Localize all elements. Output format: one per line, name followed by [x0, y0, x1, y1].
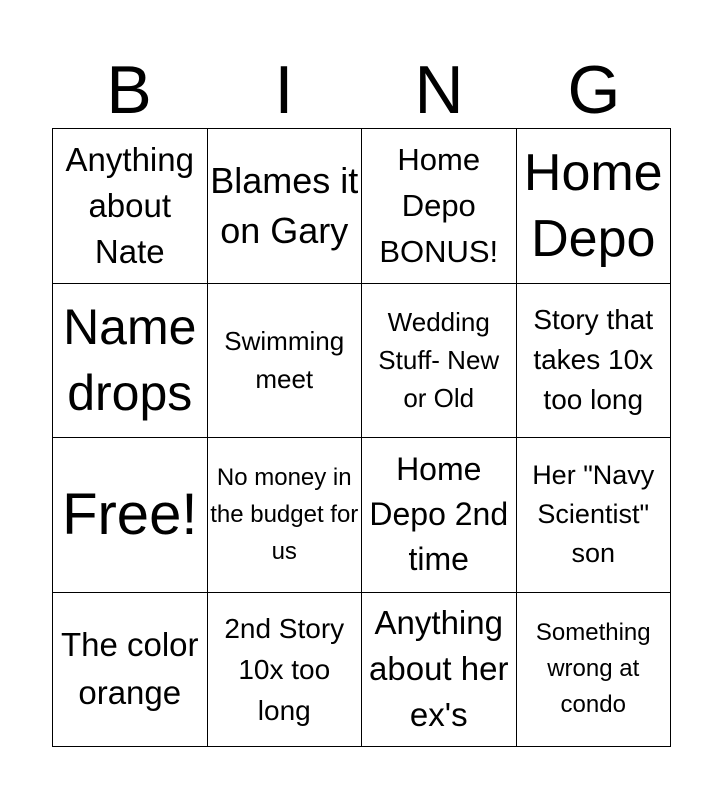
header-letter-n: N — [414, 52, 464, 128]
cell-text: Her "Navy Scientist" son — [532, 460, 655, 569]
cell-text: Home Depo — [523, 143, 663, 268]
board-row-1 — [53, 129, 671, 284]
bingo-cell[interactable] — [362, 592, 517, 747]
header-letter-b: B — [106, 52, 152, 128]
bingo-cell[interactable] — [53, 283, 208, 438]
header-letter-g: G — [567, 52, 621, 128]
bingo-cell[interactable] — [362, 129, 517, 284]
bingo-cell[interactable] — [516, 438, 671, 593]
bingo-cell[interactable] — [362, 283, 517, 438]
cell-text: Blames it on Gary — [210, 159, 359, 251]
cell-text: No money in the budget for us — [210, 464, 359, 566]
bingo-cell[interactable] — [207, 129, 362, 284]
cell-text: Home Depo 2nd time — [369, 451, 509, 578]
cell-text: Home Depo BONUS! — [379, 141, 499, 269]
cell-text: Free! — [62, 481, 198, 547]
bingo-cell[interactable] — [516, 129, 671, 284]
cell-text: The color orange — [60, 626, 199, 712]
bingo-cell[interactable] — [53, 592, 208, 747]
bingo-cell[interactable] — [53, 129, 208, 284]
cell-text: Anything about Nate — [65, 140, 194, 270]
cell-text: Swimming meet — [224, 326, 345, 395]
cell-text: Story that takes 10x too long — [533, 304, 654, 416]
bingo-header — [52, 52, 671, 128]
cell-text: Something wrong at condo — [535, 619, 651, 719]
board-row-4 — [53, 592, 671, 747]
header-letter-i: I — [274, 52, 294, 128]
bingo-cell[interactable] — [53, 438, 208, 593]
bingo-cell[interactable] — [516, 283, 671, 438]
bingo-cell[interactable] — [207, 283, 362, 438]
bingo-cell[interactable] — [207, 438, 362, 593]
cell-text: Wedding Stuff- New or Old — [378, 307, 500, 414]
cell-text: Anything about her ex's — [369, 604, 509, 734]
bingo-cell[interactable] — [207, 592, 362, 747]
cell-text: 2nd Story 10x too long — [224, 612, 345, 726]
bingo-cell[interactable] — [362, 438, 517, 593]
bingo-board — [52, 128, 671, 747]
board-row-2 — [53, 283, 671, 438]
board-row-3 — [53, 438, 671, 593]
bingo-cell[interactable] — [516, 592, 671, 747]
cell-text: Name drops — [63, 299, 197, 422]
